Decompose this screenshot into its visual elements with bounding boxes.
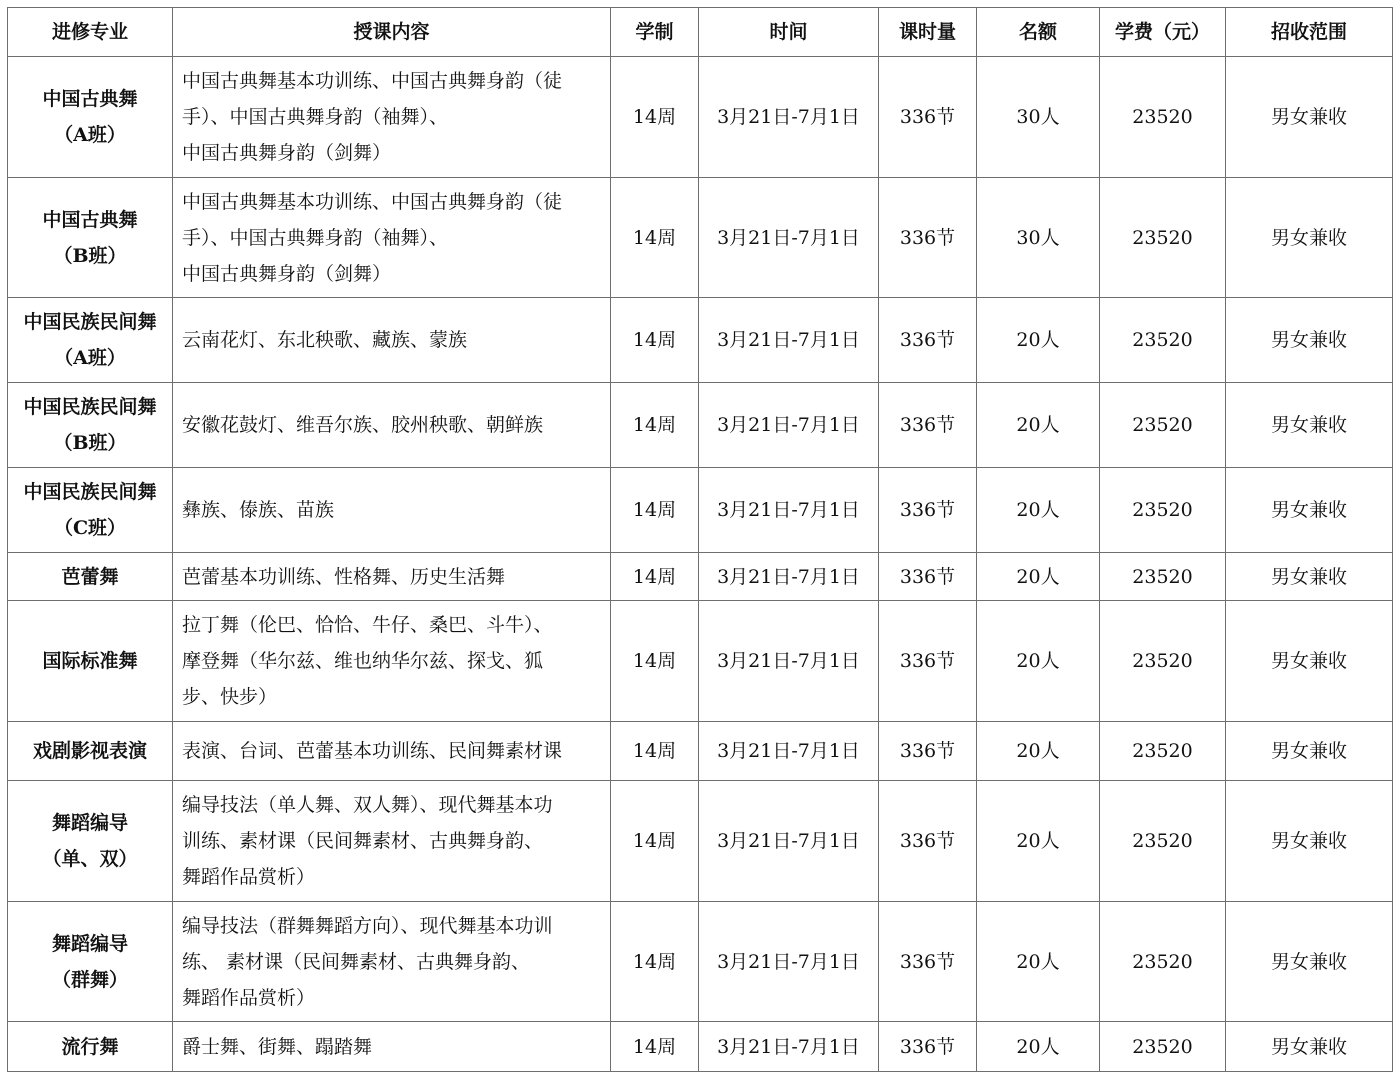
table-row [8, 553, 1393, 601]
cell-duration: 14周 [611, 178, 699, 298]
cell-content [173, 722, 611, 781]
cell-scope: 男女兼收 [1226, 57, 1393, 178]
content-line: 编导技法（单人舞、双人舞）、现代舞基本功 [182, 794, 553, 816]
cell-hours: 336节 [879, 722, 977, 781]
cell-fee: 23520 [1100, 553, 1226, 601]
cell-duration: 14周 [611, 601, 699, 722]
cell-time: 3月21日-7月1日 [699, 553, 879, 601]
cell-hours: 336节 [879, 468, 977, 553]
table-row [8, 1022, 1393, 1072]
cell-fee: 23520 [1100, 383, 1226, 468]
header-row [8, 8, 1393, 57]
header-scope: 招收范围 [1226, 8, 1393, 57]
header-quota: 名额 [977, 8, 1100, 57]
cell-time: 3月21日-7月1日 [699, 57, 879, 178]
cell-hours: 336节 [879, 902, 977, 1022]
content-line: 中国古典舞基本功训练、中国古典舞身韵（徒 [182, 190, 563, 213]
cell-major [8, 57, 173, 178]
table-row [8, 383, 1393, 468]
major-line: （A班） [54, 124, 126, 146]
major-line: 舞蹈编导 [51, 812, 128, 834]
cell-hours: 336节 [879, 601, 977, 722]
major-line: 戏剧影视表演 [32, 740, 147, 762]
cell-major [8, 383, 173, 468]
major-line: 中国古典舞 [42, 88, 138, 110]
cell-major [8, 722, 173, 781]
major-line: 中国民族民间舞 [23, 396, 157, 418]
cell-content [173, 1022, 611, 1072]
cell-content [173, 298, 611, 383]
cell-fee: 23520 [1100, 722, 1226, 781]
cell-hours: 336节 [879, 781, 977, 902]
cell-content [173, 383, 611, 468]
cell-content [173, 57, 611, 178]
cell-quota: 30人 [977, 178, 1100, 298]
cell-hours: 336节 [879, 553, 977, 601]
cell-time: 3月21日-7月1日 [699, 178, 879, 298]
cell-major [8, 178, 173, 298]
table-row [8, 468, 1393, 553]
cell-major [8, 1022, 173, 1072]
content-line: 舞蹈作品赏析） [182, 866, 316, 888]
cell-duration: 14周 [611, 553, 699, 601]
content-line: 训练、素材课（民间舞素材、古典舞身韵、 [182, 830, 544, 852]
cell-time: 3月21日-7月1日 [699, 383, 879, 468]
content-line: 中国古典舞身韵（剑舞） [182, 262, 392, 285]
cell-duration: 14周 [611, 468, 699, 553]
cell-major [8, 553, 173, 601]
content-line: 拉丁舞（伦巴、恰恰、牛仔、桑巴、斗牛）、 [182, 614, 553, 636]
cell-duration: 14周 [611, 722, 699, 781]
cell-quota: 20人 [977, 553, 1100, 601]
cell-time: 3月21日-7月1日 [699, 468, 879, 553]
table-row [8, 722, 1393, 781]
content-line: 手）、中国古典舞身韵（袖舞）、 [182, 226, 449, 249]
major-line: （单、双） [42, 848, 138, 870]
cell-scope: 男女兼收 [1226, 553, 1393, 601]
cell-content [173, 468, 611, 553]
cell-duration: 14周 [611, 383, 699, 468]
cell-fee: 23520 [1100, 57, 1226, 178]
content-line: 步、快步） [182, 686, 278, 708]
cell-hours: 336节 [879, 178, 977, 298]
cell-quota: 20人 [977, 298, 1100, 383]
table-row [8, 298, 1393, 383]
major-line: 中国民族民间舞 [23, 311, 157, 333]
cell-content [173, 601, 611, 722]
content-line: 云南花灯、东北秧歌、藏族、蒙族 [182, 329, 468, 351]
table-row [8, 57, 1393, 178]
content-line: 安徽花鼓灯、维吾尔族、胶州秧歌、朝鲜族 [182, 414, 544, 436]
major-line: （C班） [53, 517, 127, 539]
major-line: （A班） [54, 347, 126, 369]
cell-scope: 男女兼收 [1226, 781, 1393, 902]
cell-content [173, 781, 611, 902]
cell-duration: 14周 [611, 781, 699, 902]
major-line: （群舞） [51, 968, 128, 991]
major-line: （B班） [53, 432, 127, 454]
table-row [8, 601, 1393, 722]
course-table [7, 7, 1393, 1072]
cell-time: 3月21日-7月1日 [699, 722, 879, 781]
cell-fee: 23520 [1100, 298, 1226, 383]
major-line: （B班） [53, 244, 127, 267]
cell-hours: 336节 [879, 383, 977, 468]
cell-quota: 30人 [977, 57, 1100, 178]
cell-content [173, 178, 611, 298]
content-line: 表演、台词、芭蕾基本功训练、民间舞素材课 [182, 740, 563, 762]
content-line: 中国古典舞基本功训练、中国古典舞身韵（徒 [182, 70, 563, 92]
header-duration: 学制 [611, 8, 699, 57]
cell-quota: 20人 [977, 1022, 1100, 1072]
content-line: 彝族、傣族、苗族 [182, 499, 335, 521]
header-major: 进修专业 [8, 8, 173, 57]
cell-scope: 男女兼收 [1226, 1022, 1393, 1072]
cell-time: 3月21日-7月1日 [699, 601, 879, 722]
cell-scope: 男女兼收 [1226, 178, 1393, 298]
major-line: 舞蹈编导 [51, 932, 128, 955]
cell-major [8, 902, 173, 1022]
major-line: 中国古典舞 [42, 208, 138, 231]
table-row [8, 781, 1393, 902]
cell-quota: 20人 [977, 781, 1100, 902]
cell-scope: 男女兼收 [1226, 902, 1393, 1022]
cell-hours: 336节 [879, 57, 977, 178]
cell-scope: 男女兼收 [1226, 383, 1393, 468]
cell-scope: 男女兼收 [1226, 722, 1393, 781]
cell-major [8, 468, 173, 553]
cell-quota: 20人 [977, 601, 1100, 722]
content-line: 手）、中国古典舞身韵（袖舞）、 [182, 106, 449, 128]
content-line: 练、 素材课（民间舞素材、古典舞身韵、 [182, 950, 531, 973]
content-line: 摩登舞（华尔兹、维也纳华尔兹、探戈、狐 [182, 650, 544, 672]
content-line: 舞蹈作品赏析） [182, 986, 316, 1009]
content-line: 爵士舞、街舞、蹋踏舞 [182, 1035, 373, 1058]
cell-quota: 20人 [977, 722, 1100, 781]
header-hours: 课时量 [879, 8, 977, 57]
cell-duration: 14周 [611, 1022, 699, 1072]
major-line: 芭蕾舞 [61, 565, 119, 588]
cell-hours: 336节 [879, 298, 977, 383]
header-fee: 学费（元） [1100, 8, 1226, 57]
cell-scope: 男女兼收 [1226, 468, 1393, 553]
content-line: 编导技法（群舞舞蹈方向）、现代舞基本功训 [182, 914, 553, 937]
header-time: 时间 [699, 8, 879, 57]
content-line: 芭蕾基本功训练、性格舞、历史生活舞 [182, 565, 506, 588]
cell-duration: 14周 [611, 902, 699, 1022]
cell-time: 3月21日-7月1日 [699, 781, 879, 902]
table-row [8, 178, 1393, 298]
cell-time: 3月21日-7月1日 [699, 1022, 879, 1072]
table-row [8, 902, 1393, 1022]
cell-quota: 20人 [977, 383, 1100, 468]
major-line: 国际标准舞 [42, 650, 138, 672]
major-line: 中国民族民间舞 [23, 481, 157, 503]
cell-time: 3月21日-7月1日 [699, 298, 879, 383]
cell-hours: 336节 [879, 1022, 977, 1072]
major-line: 流行舞 [61, 1035, 119, 1058]
content-line: 中国古典舞身韵（剑舞） [182, 142, 392, 164]
cell-fee: 23520 [1100, 1022, 1226, 1072]
cell-content [173, 902, 611, 1022]
header-content: 授课内容 [173, 8, 611, 57]
cell-fee: 23520 [1100, 468, 1226, 553]
cell-duration: 14周 [611, 298, 699, 383]
cell-duration: 14周 [611, 57, 699, 178]
cell-content [173, 553, 611, 601]
cell-scope: 男女兼收 [1226, 298, 1393, 383]
cell-fee: 23520 [1100, 178, 1226, 298]
cell-quota: 20人 [977, 902, 1100, 1022]
cell-major [8, 298, 173, 383]
cell-fee: 23520 [1100, 781, 1226, 902]
table-body [8, 57, 1393, 1072]
cell-major [8, 601, 173, 722]
cell-fee: 23520 [1100, 902, 1226, 1022]
cell-time: 3月21日-7月1日 [699, 902, 879, 1022]
cell-quota: 20人 [977, 468, 1100, 553]
cell-major [8, 781, 173, 902]
cell-scope: 男女兼收 [1226, 601, 1393, 722]
cell-fee: 23520 [1100, 601, 1226, 722]
